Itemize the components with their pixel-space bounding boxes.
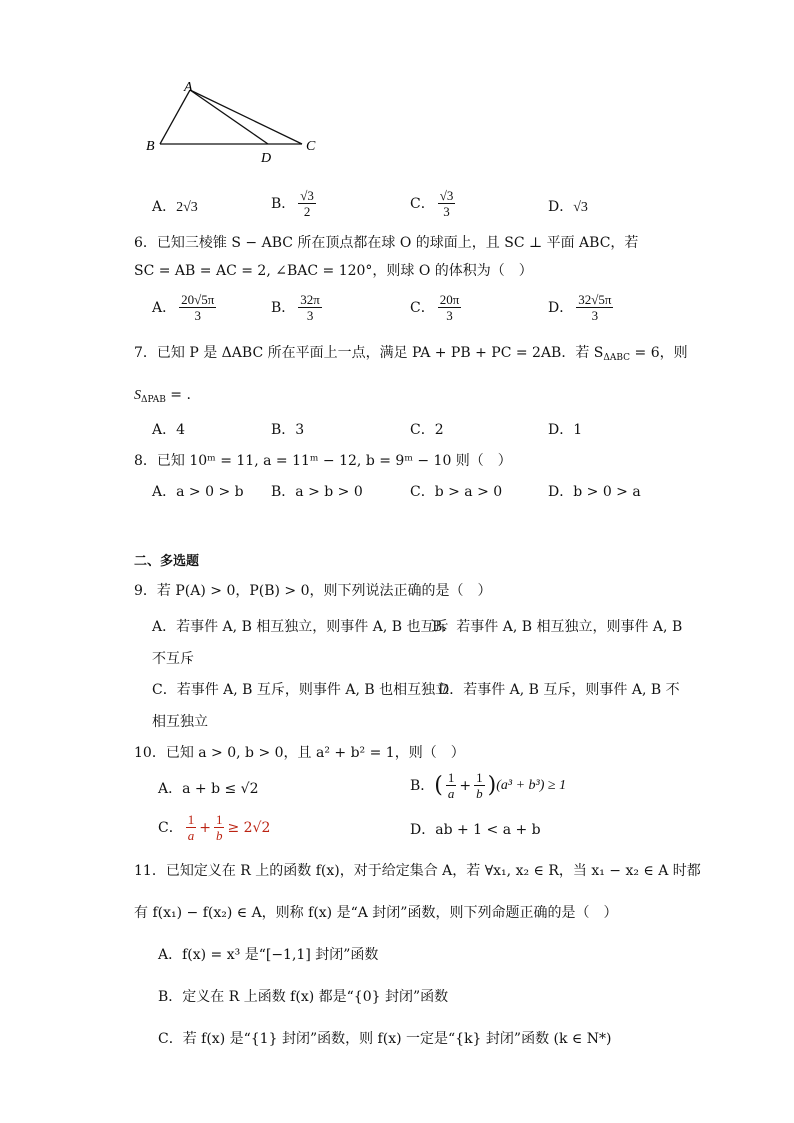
denominator: 3 bbox=[194, 308, 201, 323]
q7-option-d[interactable]: D．1 bbox=[548, 422, 583, 438]
q9-option-b[interactable]: B．若事件 A, B 相互独立，则事件 A, B bbox=[432, 619, 683, 635]
segment-AD bbox=[190, 90, 268, 144]
option-letter: A． bbox=[152, 199, 177, 215]
option-tail: ≥ 2√2 bbox=[227, 819, 271, 836]
q11-stem-line2: 有 f(x₁) − f(x₂) ∈ A，则称 f(x) 是“A 封闭”函数，则下列命题正确的是（ ） bbox=[134, 905, 618, 921]
fraction bbox=[298, 188, 316, 219]
option-letter: C． bbox=[158, 819, 183, 836]
q7-blank: = . bbox=[165, 387, 191, 403]
q9-option-a[interactable]: A．若事件 A, B 相互独立，则事件 A, B 也互斥 bbox=[152, 619, 449, 635]
q5-option-d[interactable] bbox=[548, 198, 588, 217]
numerator: √3 bbox=[439, 188, 454, 203]
q6-option-d[interactable] bbox=[548, 292, 616, 323]
fraction bbox=[576, 292, 613, 323]
label-D: D bbox=[261, 151, 272, 166]
q6-stem-line1: 6．已知三棱锥 S − ABC 所在顶点都在球 O 的球面上，且 SC ⊥ 平面 ABC，若 bbox=[134, 235, 639, 251]
label-C: C bbox=[306, 139, 316, 154]
q6-option-c[interactable] bbox=[410, 292, 464, 323]
q7-stem-end: = 6，则 bbox=[630, 345, 688, 361]
q7-area-symbol: S bbox=[134, 388, 141, 403]
q11-option-b[interactable]: B．定义在 R 上函数 f(x) 都是“{0} 封闭”函数 bbox=[158, 989, 449, 1005]
q10-option-a[interactable]: A．a + b ≤ √2 bbox=[158, 781, 259, 797]
section-title: 二、多选题 bbox=[134, 554, 200, 569]
fraction bbox=[438, 292, 462, 323]
option-letter: B． bbox=[410, 777, 435, 794]
fraction-1-over-a: $\frac{1}{a}$ bbox=[447, 770, 455, 801]
q7-option-b[interactable]: B．3 bbox=[271, 422, 305, 438]
q11-option-c[interactable]: C．若 f(x) 是“{1} 封闭”函数，则 f(x) 一定是“{k} 封闭”函数 (k ∈ N*) bbox=[158, 1031, 612, 1047]
triangle-figure bbox=[140, 78, 330, 168]
q9-option-c[interactable]: C．若事件 A, B 互斥，则事件 A, B 也相互独立 bbox=[152, 682, 450, 698]
option-value: √3 bbox=[573, 200, 588, 215]
numerator: √3 bbox=[300, 188, 314, 203]
q11-option-a[interactable]: A．f(x) = x³ 是“[−1,1] 封闭”函数 bbox=[158, 947, 379, 963]
denominator: 3 bbox=[443, 204, 450, 219]
q8-option-d[interactable]: D．b > 0 > a bbox=[548, 484, 641, 500]
q5-option-c[interactable] bbox=[410, 188, 458, 219]
numerator: 20√5π bbox=[181, 292, 215, 307]
q7-area-subscript: ΔABC bbox=[603, 353, 631, 363]
q7-stem-line1 bbox=[134, 344, 688, 367]
q7-area-subscript-2: ΔPAB bbox=[141, 395, 166, 405]
numerator: 32π bbox=[300, 292, 320, 307]
q7-stem-line2 bbox=[134, 386, 191, 409]
q8-option-b[interactable]: B．a > b > 0 bbox=[271, 484, 363, 500]
option-letter: D． bbox=[548, 299, 574, 316]
side-AB bbox=[160, 90, 190, 144]
label-B: B bbox=[146, 139, 155, 154]
side-AC bbox=[190, 90, 302, 144]
denominator: 2 bbox=[303, 204, 311, 219]
denominator: 3 bbox=[306, 308, 314, 323]
q5-option-a[interactable] bbox=[152, 198, 198, 217]
q8-option-a[interactable]: A．a > 0 > b bbox=[152, 484, 244, 500]
q8-stem: 8．已知 10ᵐ = 11, a = 11ᵐ − 12, b = 9ᵐ − 10 则（ ） bbox=[134, 453, 512, 469]
option-letter: B． bbox=[271, 195, 296, 212]
fraction bbox=[179, 292, 216, 323]
q5-option-b[interactable] bbox=[271, 188, 319, 219]
q10-option-c[interactable]: C． $\frac{1}{a}$ + $\frac{1}{b}$ ≥ 2√2 bbox=[158, 812, 271, 843]
option-letter: A． bbox=[152, 299, 177, 316]
q10-option-d[interactable]: D．ab + 1 < a + b bbox=[410, 822, 541, 838]
option-value: 2√3 bbox=[176, 200, 198, 215]
q10-stem: 10．已知 a > 0, b > 0，且 a² + b² = 1，则（ ） bbox=[134, 745, 465, 761]
q7-option-c[interactable]: C．2 bbox=[410, 422, 444, 438]
fraction-1-over-a: $\frac{1}{a}$ bbox=[187, 812, 195, 843]
option-letter: C． bbox=[410, 195, 435, 212]
q8-option-c[interactable]: C．b > a > 0 bbox=[410, 484, 503, 500]
option-letter: D． bbox=[548, 199, 574, 215]
q9-option-b-continued: 不互斥 bbox=[152, 651, 194, 667]
q10-option-b[interactable]: B． ( $\frac{1}{a}$ + $\frac{1}{b}$ ) (a³ + b³) ≥ 1 bbox=[410, 770, 567, 801]
fraction bbox=[298, 292, 322, 323]
q9-option-d-continued: 相互独立 bbox=[152, 714, 208, 730]
q11-stem-line1: 11．已知定义在 R 上的函数 f(x)，对于给定集合 A，若 ∀x₁, x₂ ∈ R，当 x₁ − x₂ ∈ A 时都 bbox=[134, 863, 701, 879]
q6-option-a[interactable] bbox=[152, 292, 219, 323]
denominator: 3 bbox=[446, 308, 453, 323]
label-A: A bbox=[184, 80, 193, 95]
q6-option-b[interactable] bbox=[271, 292, 325, 323]
q7-stem-text: 7．已知 P 是 ΔABC 所在平面上一点，满足 PA + PB + PC = 2AB．若 S bbox=[134, 345, 604, 361]
fraction-1-over-b: $\frac{1}{b}$ bbox=[476, 770, 483, 801]
q6-stem-line2: SC = AB = AC = 2, ∠BAC = 120°，则球 O 的体积为（ ） bbox=[134, 263, 533, 279]
fraction bbox=[438, 188, 456, 219]
q7-option-a[interactable]: A．4 bbox=[152, 422, 186, 438]
denominator: 3 bbox=[591, 308, 599, 323]
numerator: 32√5π bbox=[578, 292, 612, 307]
q9-stem: 9．若 P(A) > 0，P(B) > 0，则下列说法正确的是（ ） bbox=[134, 583, 492, 599]
fraction-1-over-b: $\frac{1}{b}$ bbox=[215, 812, 223, 843]
option-letter: B． bbox=[271, 299, 296, 316]
q9-option-d[interactable]: D．若事件 A, B 互斥，则事件 A, B 不 bbox=[438, 682, 680, 698]
numerator: 20π bbox=[439, 292, 460, 307]
option-letter: C． bbox=[410, 299, 435, 316]
option-tail: (a³ + b³) ≥ 1 bbox=[496, 777, 567, 793]
